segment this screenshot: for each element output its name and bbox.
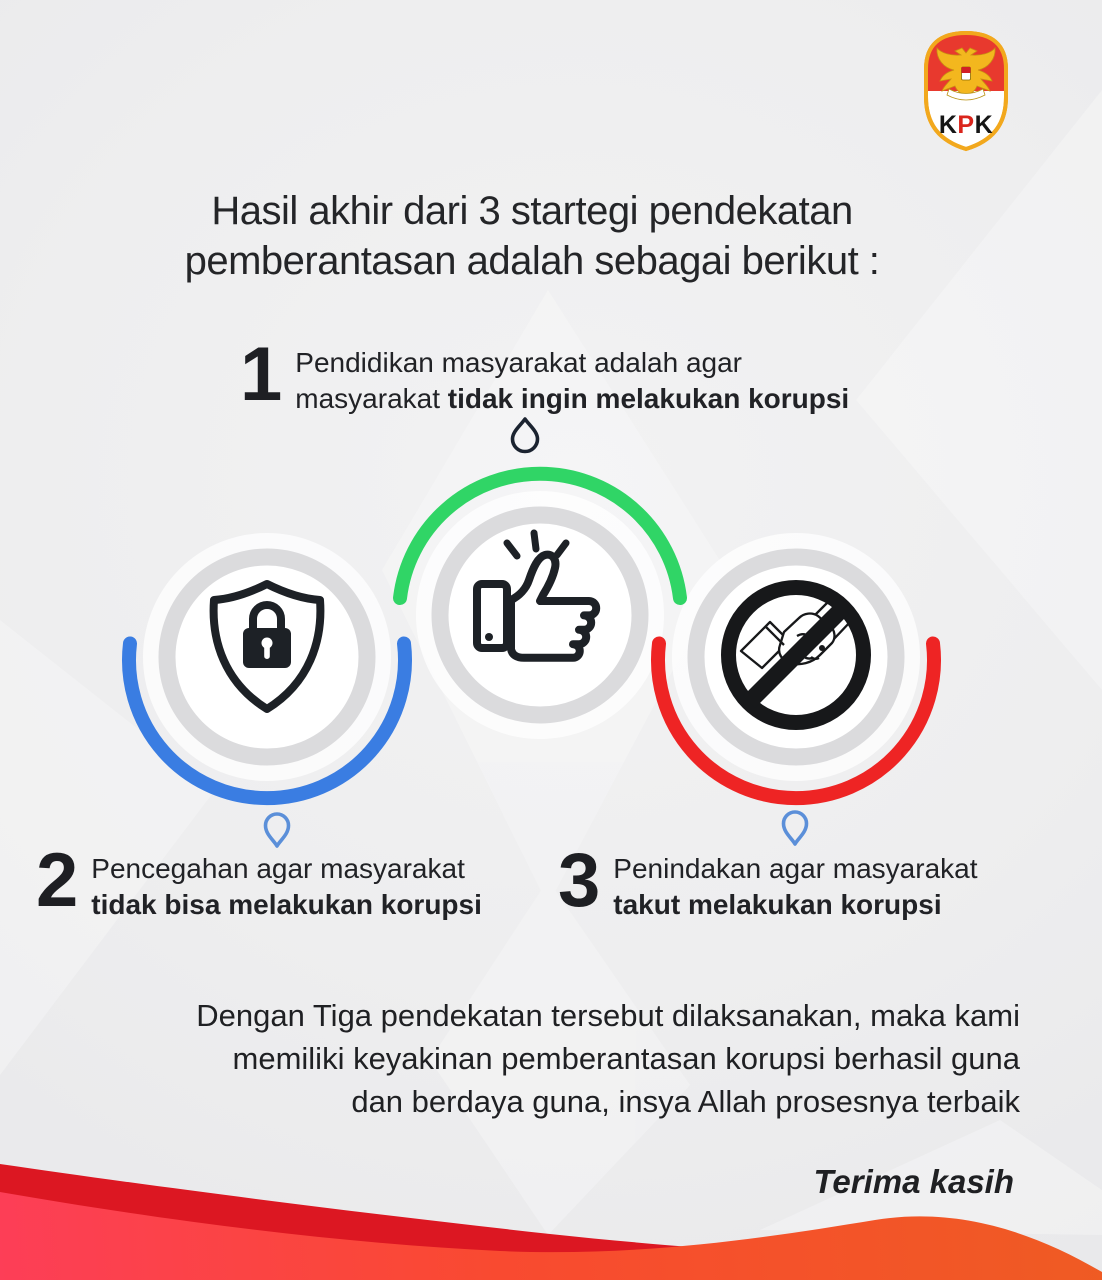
kpk-logo-text (922, 113, 1010, 138)
page-title: Hasil akhir dari 3 startegi pendekatan pemberantasan adalah sebagai berikut : (184, 189, 880, 283)
step-1 (240, 332, 850, 417)
map-pin-icon-right (784, 812, 807, 844)
kpk-letter-3: K (974, 111, 994, 139)
kpk-letter-1: K (938, 111, 958, 139)
step-3-line1: Penindakan agar masyarakat (613, 853, 978, 884)
step-3 (558, 838, 978, 923)
step-2-line1: Pencegahan agar masyarakat (91, 853, 465, 884)
circle-center (440, 515, 640, 715)
step-1-text (295, 344, 849, 417)
step-3-text (613, 850, 977, 923)
closing-paragraph: Dengan Tiga pendekatan tersebut dilaksanakan, maka kami memiliki keyakinan pemberantasan korupsi berhasil guna dan berdaya guna, insya Allah prosesnya terbaik (196, 998, 1020, 1119)
step-2-line2-bold: tidak bisa melakukan korupsi (91, 889, 482, 920)
step-1-line2-bold: tidak ingin melakukan korupsi (447, 383, 850, 414)
signoff-text: Terima kasih (813, 1163, 1014, 1200)
step-1-number: 1 (240, 332, 280, 417)
step-1-line2-regular: masyarakat (295, 383, 448, 414)
step-2 (36, 838, 482, 923)
map-pin-icon-left (266, 814, 289, 846)
step-2-number: 2 (36, 838, 76, 923)
kpk-logo (922, 30, 1010, 152)
step-2-text (91, 850, 482, 923)
step-3-line2-bold: takut melakukan korupsi (613, 889, 942, 920)
kpk-letter-2: P (957, 111, 975, 139)
step-1-line1: Pendidikan masyarakat adalah agar (295, 347, 743, 378)
step-3-number: 3 (558, 838, 598, 923)
